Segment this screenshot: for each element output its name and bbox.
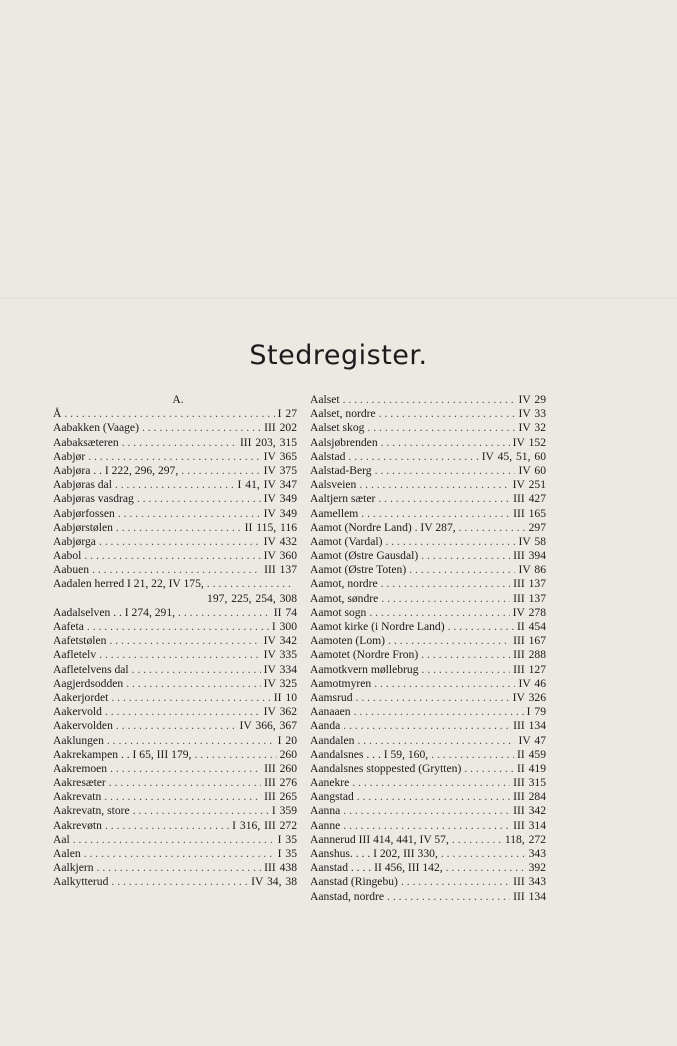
dot-leader <box>357 790 510 804</box>
entry-reference: IV 335 <box>263 648 297 662</box>
entry-reference: III 202 <box>264 421 297 435</box>
dot-leader <box>357 734 515 748</box>
entry-name: Aalstad-Berg <box>310 463 372 477</box>
entry-reference: IV 45, 51, 60 <box>481 449 546 463</box>
entry-reference: III 134 <box>513 719 546 733</box>
dot-leader <box>387 890 510 904</box>
dot-leader <box>446 861 526 875</box>
index-entry <box>310 748 546 762</box>
entry-name: Aaltjern sæter <box>310 492 376 506</box>
entry-reference: I 300 <box>271 620 297 633</box>
dot-leader <box>142 421 261 435</box>
entry-reference: I 20 <box>277 733 297 747</box>
dot-leader <box>356 691 510 705</box>
entry-name: Aaklungen <box>53 733 104 747</box>
entry-name: Aandalen <box>310 733 355 747</box>
index-entry <box>53 478 297 492</box>
dot-leader <box>118 507 261 521</box>
entry-name: Aakrevatn <box>53 790 102 804</box>
dot-leader <box>452 833 502 847</box>
entry-reference: 392 <box>528 861 546 875</box>
index-entry <box>310 875 546 889</box>
dot-leader <box>109 634 260 648</box>
dot-leader <box>105 705 261 719</box>
entry-reference: I 41, IV 347 <box>237 478 297 492</box>
index-entry <box>53 521 297 535</box>
entry-name: Aabuen <box>53 563 90 577</box>
entry-reference: IV 278 <box>512 605 546 619</box>
entry-name: Aabjørfossen <box>53 506 115 520</box>
dot-leader <box>381 592 510 606</box>
dot-leader <box>178 606 271 620</box>
entry-reference: III 342 <box>513 804 546 818</box>
index-entry <box>53 705 297 719</box>
dot-leader <box>84 847 275 861</box>
dot-leader <box>385 535 515 549</box>
entry-reference: III 394 <box>513 549 546 563</box>
entry-reference: III 137 <box>513 591 546 605</box>
index-entry <box>310 776 546 790</box>
index-entry <box>310 634 546 648</box>
index-entry <box>53 691 297 705</box>
dot-leader <box>126 677 260 691</box>
index-entry <box>310 620 546 634</box>
dot-leader <box>369 606 509 620</box>
dot-leader <box>343 819 510 833</box>
index-column-left <box>53 393 297 890</box>
index-entry <box>53 492 297 506</box>
index-entry <box>53 804 297 818</box>
dot-leader <box>441 847 526 861</box>
dot-leader <box>422 663 511 677</box>
dot-leader <box>409 563 515 577</box>
index-entry <box>53 677 297 691</box>
entry-name: Aamotmyren <box>310 676 372 690</box>
entry-name: Aabjør <box>53 449 86 463</box>
entry-name: Aal <box>53 832 70 846</box>
entry-name: Aandalsnes . . . I 59, 160, <box>310 747 429 761</box>
entry-reference: III 260 <box>264 761 297 775</box>
entry-name: Aamellem <box>310 506 359 520</box>
entry-name: Aalset <box>310 393 340 406</box>
index-entry <box>310 507 546 521</box>
entry-reference: 297 <box>528 520 546 534</box>
dot-leader <box>122 436 237 450</box>
entry-name: Aalsjøbrenden <box>310 435 378 449</box>
entry-reference: II 74 <box>273 605 297 619</box>
entry-name: Aakrevatn, store <box>53 804 130 818</box>
entry-reference: I 359 <box>271 804 297 818</box>
dot-leader <box>194 748 276 762</box>
dot-leader <box>111 875 248 889</box>
dot-leader <box>133 804 269 818</box>
dot-leader <box>378 492 510 506</box>
entry-reference: III 137 <box>513 577 546 591</box>
entry-reference: IV 60 <box>518 463 546 477</box>
dot-leader <box>116 719 237 733</box>
entry-name: Aanne <box>310 818 341 832</box>
entry-reference: IV 34, 38 <box>251 875 297 889</box>
entry-name: Aamoten (Lom) <box>310 634 386 648</box>
dot-leader <box>111 691 270 705</box>
dot-leader <box>464 762 514 776</box>
entry-name: Aalkjern <box>53 861 94 875</box>
entry-reference: IV 29 <box>518 393 546 406</box>
entry-reference: III 284 <box>513 790 546 804</box>
entry-reference: IV 366, 367 <box>239 719 297 733</box>
index-entry <box>310 804 546 818</box>
entry-reference: IV 86 <box>518 563 546 577</box>
index-entry <box>310 790 546 804</box>
entry-reference: IV 251 <box>512 478 546 492</box>
index-entry <box>53 861 297 875</box>
entry-name: Aadalselven . . I 274, 291, <box>53 605 176 619</box>
entry-name: Aabakken (Vaage) <box>53 421 139 435</box>
index-entry <box>53 549 297 563</box>
index-entry <box>310 549 546 563</box>
index-entry <box>53 592 297 606</box>
index-entry <box>310 890 546 904</box>
index-entry <box>53 875 297 889</box>
entry-reference: IV 432 <box>263 534 297 548</box>
entry-reference: III 134 <box>513 889 546 903</box>
index-entry <box>310 577 546 591</box>
entry-name: Aamotet (Nordre Fron) <box>310 648 419 662</box>
index-entry <box>53 407 297 421</box>
dot-leader <box>359 478 509 492</box>
entry-name: Aannerud III 414, 441, IV 57, <box>310 832 449 846</box>
entry-name: Aakrekampen . . I 65, III 179, <box>53 747 192 761</box>
entry-name: Aafetstølen <box>53 634 107 648</box>
dot-leader <box>361 507 510 521</box>
entry-reference: IV 152 <box>512 435 546 449</box>
entry-reference: IV 33 <box>518 407 546 421</box>
entry-reference: IV 375 <box>263 463 297 477</box>
entry-name: Aamot kirke (i Nordre Land) <box>310 620 445 633</box>
entry-name: Aalkytterud <box>53 875 109 889</box>
entry-reference: IV 360 <box>263 549 297 563</box>
index-entry <box>310 833 546 847</box>
index-entry <box>310 762 546 776</box>
entry-name: Aamotkvern møllebrug <box>310 662 419 676</box>
entry-name: Aakrevøtn <box>53 818 102 832</box>
index-entry <box>53 606 297 620</box>
entry-reference: III 288 <box>513 648 546 662</box>
index-entry <box>53 748 297 762</box>
index-entry <box>53 648 297 662</box>
entry-name: Aakremoen <box>53 761 108 775</box>
index-entry <box>53 719 297 733</box>
entry-name: Aamot, søndre <box>310 591 379 605</box>
dot-leader <box>97 861 262 875</box>
entry-reference: III 315 <box>513 776 546 790</box>
dot-leader <box>379 407 516 421</box>
index-entry <box>310 535 546 549</box>
entry-name: Aalstad <box>310 449 346 463</box>
index-entry <box>310 648 546 662</box>
index-entry <box>310 521 546 535</box>
entry-name: Aalset skog <box>310 421 365 435</box>
index-entry <box>310 819 546 833</box>
index-entry <box>53 436 297 450</box>
entry-name: Aabjøras dal <box>53 478 112 492</box>
entry-reference: II 419 <box>516 761 546 775</box>
entry-reference: 118, 272 <box>504 832 546 846</box>
entry-name: Aamot (Østre Toten) <box>310 563 407 577</box>
entry-reference: I 35 <box>277 847 297 860</box>
entry-reference: 197, 225, 254, 308 <box>207 591 297 605</box>
page-fold <box>0 298 677 300</box>
dot-leader <box>421 549 510 563</box>
dot-leader <box>107 734 275 748</box>
dot-leader <box>87 620 269 634</box>
index-entry <box>310 847 546 861</box>
dot-leader <box>109 776 261 790</box>
entry-name: Aabol <box>53 549 82 563</box>
index-entry <box>53 847 297 861</box>
entry-reference: III 203, 315 <box>239 435 297 449</box>
index-entry <box>53 762 297 776</box>
entry-reference: II 10 <box>273 690 297 704</box>
entry-name: Aanstad . . . . II 456, III 142, <box>310 861 443 875</box>
entry-name: Aangstad <box>310 790 354 804</box>
entry-name: Aakresæter <box>53 776 106 790</box>
entry-reference: IV 334 <box>263 662 297 676</box>
entry-reference: III 276 <box>264 776 297 790</box>
entry-name: Å <box>53 407 62 421</box>
index-entry <box>310 691 546 705</box>
entry-reference: IV 58 <box>518 534 546 548</box>
entry-name: Aamot, nordre <box>310 577 378 591</box>
entry-reference: III 167 <box>513 634 546 648</box>
index-entry <box>53 450 297 464</box>
entry-name: Aanshus. . . . I 202, III 330, <box>310 847 438 860</box>
dot-leader <box>431 748 514 762</box>
entry-name: Aamsrud <box>310 690 353 704</box>
entry-reference: 343 <box>528 847 546 860</box>
index-entry <box>53 577 297 591</box>
entry-name: Aafeta <box>53 620 84 633</box>
entry-reference: IV 32 <box>518 421 546 435</box>
entry-reference: III 137 <box>264 563 297 577</box>
index-column-right <box>310 393 546 904</box>
dot-leader <box>73 833 275 847</box>
entry-name: Aagjerdsodden <box>53 676 124 690</box>
entry-reference: IV 342 <box>263 634 297 648</box>
entry-name: Aabjørstølen <box>53 520 113 534</box>
entry-reference: III 427 <box>513 492 546 506</box>
dot-leader <box>115 478 235 492</box>
index-entry <box>53 464 297 478</box>
entry-reference: IV 349 <box>263 492 297 506</box>
dot-leader <box>104 790 261 804</box>
entry-reference: III 343 <box>513 875 546 889</box>
dot-leader <box>207 577 294 591</box>
entry-name: Aabjøras vasdrag <box>53 492 134 506</box>
entry-reference: IV 349 <box>263 506 297 520</box>
index-entry <box>53 620 297 634</box>
index-entry <box>310 407 546 421</box>
entry-name: Aanna <box>310 804 341 818</box>
index-entry <box>310 734 546 748</box>
entry-reference: I 27 <box>277 407 297 421</box>
entry-name: Aandalsnes stoppested (Grytten) <box>310 761 462 775</box>
page-title: Stedregister. <box>249 340 428 371</box>
dot-leader <box>352 776 510 790</box>
entry-name: Aadalen herred I 21, 22, IV 175, <box>53 577 204 591</box>
index-entry <box>310 421 546 435</box>
index-entry <box>53 535 297 549</box>
index-entry <box>53 819 297 833</box>
index-entry <box>310 592 546 606</box>
entry-name: Aamot (Nordre Land) . IV 287, <box>310 520 456 534</box>
entry-name: Aanaaen <box>310 705 351 719</box>
index-entry <box>310 606 546 620</box>
dot-leader <box>354 705 524 719</box>
entry-reference: 260 <box>279 747 297 761</box>
entry-name: Aabaksæteren <box>53 435 119 449</box>
entry-name: Aamot (Vardal) <box>310 534 383 548</box>
entry-reference: IV 365 <box>263 449 297 463</box>
dot-leader <box>374 677 515 691</box>
index-entry <box>53 421 297 435</box>
dot-leader <box>92 563 261 577</box>
index-entry <box>310 492 546 506</box>
entry-name: Aalset, nordre <box>310 407 376 421</box>
dot-leader <box>84 549 260 563</box>
index-entry <box>310 464 546 478</box>
index-entry <box>53 833 297 847</box>
dot-leader <box>110 762 261 776</box>
index-entry <box>310 393 546 407</box>
dot-leader <box>99 535 261 549</box>
entry-reference: II 459 <box>516 747 546 761</box>
entry-reference: IV 326 <box>512 690 546 704</box>
index-entry <box>53 663 297 677</box>
dot-leader <box>88 450 260 464</box>
dot-leader <box>348 450 478 464</box>
dot-leader <box>388 634 510 648</box>
entry-reference: IV 325 <box>263 676 297 690</box>
dot-leader <box>375 464 516 478</box>
dot-leader <box>99 648 261 662</box>
index-entry <box>310 478 546 492</box>
entry-reference: IV 46 <box>518 676 546 690</box>
index-entry <box>310 450 546 464</box>
entry-name: Aalen <box>53 847 81 860</box>
dot-leader <box>343 804 510 818</box>
entry-name: Aabjørga <box>53 534 96 548</box>
entry-reference: IV 47 <box>518 733 546 747</box>
dot-leader <box>459 521 526 535</box>
index-entry <box>310 861 546 875</box>
index-entry <box>310 563 546 577</box>
index-entry <box>310 663 546 677</box>
index-entry <box>53 734 297 748</box>
index-entry <box>53 507 297 521</box>
entry-reference: III 165 <box>513 506 546 520</box>
entry-name: Aanstad (Ringebu) <box>310 875 398 889</box>
index-entry <box>310 719 546 733</box>
entry-reference: I 35 <box>277 832 297 846</box>
index-entry <box>310 705 546 719</box>
entry-reference: III 127 <box>513 662 546 676</box>
index-entry <box>310 677 546 691</box>
dot-leader <box>343 719 510 733</box>
dot-leader <box>116 521 242 535</box>
dot-leader <box>343 393 516 407</box>
entry-name: Aanekre <box>310 776 350 790</box>
entry-reference: III 438 <box>264 861 297 875</box>
index-entry <box>53 563 297 577</box>
dot-leader <box>367 421 515 435</box>
dot-leader <box>381 577 511 591</box>
dot-leader <box>137 492 261 506</box>
index-entry <box>53 790 297 804</box>
entry-name: Aalsveien <box>310 478 357 492</box>
dot-leader <box>381 436 510 450</box>
entry-name: Aakerjordet <box>53 690 109 704</box>
entry-reference: III 265 <box>264 790 297 804</box>
entry-name: Aafletelvens dal <box>53 662 129 676</box>
entry-name: Aanda <box>310 719 341 733</box>
entry-reference: II 115, 116 <box>244 520 297 534</box>
dot-leader <box>64 407 274 421</box>
entry-name: Aakervolden <box>53 719 113 733</box>
entry-reference: I 79 <box>526 705 546 719</box>
dot-leader <box>132 663 261 677</box>
section-letter: A. <box>172 393 184 406</box>
entry-reference: IV 362 <box>263 705 297 719</box>
dot-leader <box>448 620 514 634</box>
dot-leader <box>181 464 260 478</box>
dot-leader <box>105 819 229 833</box>
dot-leader <box>401 875 510 889</box>
index-entry <box>53 634 297 648</box>
entry-name: Aamot sogn <box>310 605 367 619</box>
entry-name: Aabjøra . . I 222, 296, 297, <box>53 463 179 477</box>
entry-name: Aafletelv <box>53 648 97 662</box>
entry-reference: II 454 <box>516 620 546 633</box>
entry-name: Aakervold <box>53 705 102 719</box>
index-entry <box>53 776 297 790</box>
entry-reference: III 314 <box>513 818 546 832</box>
dot-leader <box>421 648 510 662</box>
entry-name: Aamot (Østre Gausdal) <box>310 549 419 563</box>
index-entry <box>310 436 546 450</box>
entry-reference: I 316, III 272 <box>232 818 297 832</box>
entry-name: Aanstad, nordre <box>310 889 385 903</box>
